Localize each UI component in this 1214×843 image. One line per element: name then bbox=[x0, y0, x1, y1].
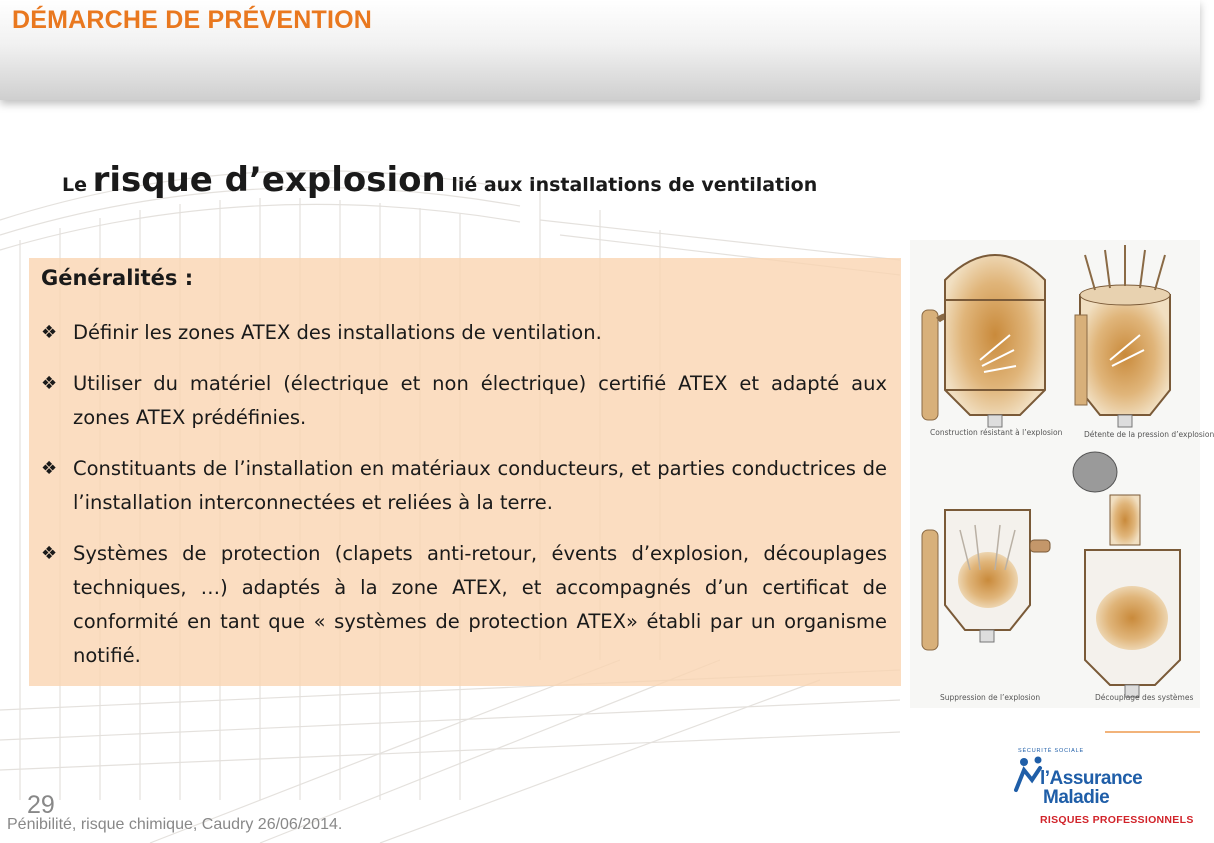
subtitle-prefix: Le bbox=[62, 174, 87, 196]
illustration-drawing bbox=[910, 240, 1200, 708]
four-diamond-bullet-icon: ❖ bbox=[41, 373, 58, 394]
vessel-system-decoupling bbox=[1073, 452, 1180, 697]
vessel-explosion-resistant bbox=[922, 255, 1045, 427]
list-item bbox=[41, 537, 887, 673]
footer-text: Pénibilité, risque chimique, Caudry 26/06/2014. bbox=[7, 816, 343, 833]
four-diamond-bullet-icon: ❖ bbox=[41, 458, 58, 479]
bullet-list bbox=[41, 316, 887, 690]
bullet-text: Constituants de l’installation en matériaux conducteurs, et parties conductrices de l’installation interconnectées et reliées à la terre. bbox=[73, 457, 887, 514]
header-bar bbox=[0, 0, 1200, 100]
list-item bbox=[41, 367, 887, 435]
logo-risques-professionnels: RISQUES PROFESSIONNELS bbox=[1040, 814, 1194, 826]
page-number: 29 bbox=[27, 791, 55, 819]
section-title: DÉMARCHE DE PRÉVENTION bbox=[12, 6, 372, 34]
list-item bbox=[41, 316, 887, 350]
bullet-text: Utiliser du matériel (électrique et non électrique) certifié ATEX et adapté aux zones ATEX prédéfinies. bbox=[73, 372, 887, 429]
panel-heading: Généralités : bbox=[41, 266, 194, 290]
four-diamond-bullet-icon: ❖ bbox=[41, 543, 58, 564]
bullet-text: Systèmes de protection (clapets anti-retour, évents d’explosion, découplages techniques, …) adaptés à la zone ATEX, et accompagnés d’un certificat de conformité en tant que « systèmes de protection ATEX» établi par un organisme notifié. bbox=[73, 542, 887, 667]
caption-pressure-venting: Détente de la pression d’explosion bbox=[1084, 430, 1214, 439]
slide-subtitle bbox=[62, 160, 817, 200]
list-item bbox=[41, 452, 887, 520]
subtitle-emphasis: risque d’explosion bbox=[92, 160, 446, 200]
subtitle-suffix: lié aux installations de ventilation bbox=[451, 174, 818, 196]
caption-explosion-resistant: Construction résistant à l’explosion bbox=[930, 428, 1063, 437]
assurance-maladie-logo bbox=[1010, 740, 1194, 835]
vessel-explosion-suppression bbox=[922, 510, 1050, 650]
bullet-text: Définir les zones ATEX des installations de ventilation. bbox=[73, 321, 602, 344]
logo-divider bbox=[1105, 731, 1200, 733]
explosion-protection-illustration bbox=[910, 240, 1214, 708]
logo-line-1: l’Assurance bbox=[1040, 768, 1143, 789]
caption-explosion-suppression: Suppression de l’explosion bbox=[940, 693, 1041, 702]
generalities-panel bbox=[29, 258, 901, 686]
caption-system-decoupling: Découplage des systèmes bbox=[1095, 693, 1194, 702]
logo-line-2: Maladie bbox=[1043, 787, 1110, 808]
logo-arc-text: SÉCURITÉ SOCIALE bbox=[1018, 748, 1084, 754]
vessel-pressure-venting bbox=[1075, 245, 1170, 427]
four-diamond-bullet-icon: ❖ bbox=[41, 322, 58, 343]
